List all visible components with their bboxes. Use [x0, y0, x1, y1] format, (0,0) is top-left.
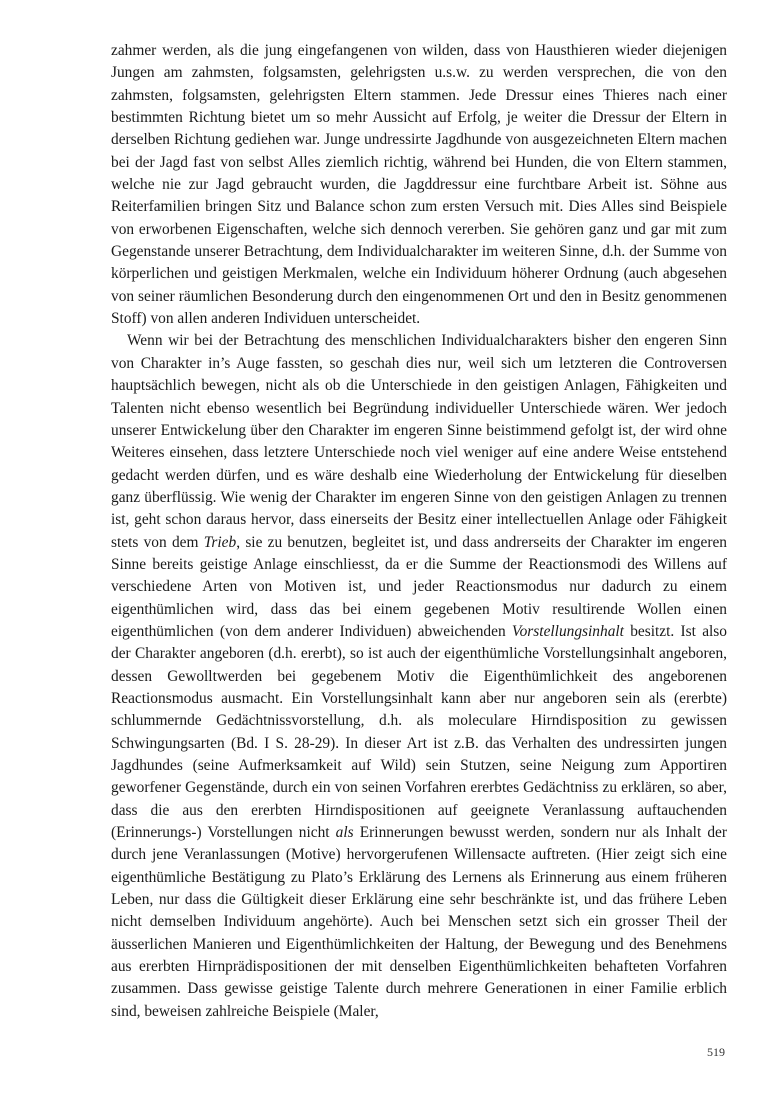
italic-term: Trieb	[203, 533, 237, 551]
italic-term: als	[335, 824, 354, 842]
italic-term: Vorstellungsinhalt	[511, 622, 624, 640]
paragraph	[111, 40, 727, 330]
text-run: Wenn wir bei der Betrachtung des menschlichen Individualcharakters bisher den engeren Sinn von Charakter in’s Auge fassten, so geschah dies nur, weil sich um letzteren die Controversen hauptsächlich bewegen, nicht als ob die Unterschiede in den geistigen Anlagen, Fähigkeiten und Talenten nicht ebenso wesentlich bei Begründung individueller Unterschiede wären. Wer jedoch unserer Entwickelung über den Charakter im engeren Sinne beistimmend gefolgt ist, der wird ohne Weiteres einsehen, dass letztere Unterschiede noch viel weniger auf eine andere Weise entstehend gedacht werden dürfen, und es wäre deshalb eine Wiederholung der Entwickelung für dieselben ganz überflüssig. Wie wenig der Charakter im engeren Sinne von den geistigen Anlagen zu trennen ist, geht schon daraus hervor, dass einerseits der Besitz einer intellectuellen Anlage oder Fähigkeit stets von dem	[111, 332, 727, 551]
text-run: Erinnerungen bewusst werden, sondern nur als Inhalt der durch jene Veranlassungen (Motive) hervorgerufenen Willensacte auftreten. (Hier zeigt sich eine eigenthümliche Bestätigung zu Plato’s Erklärung des Lernens als Erinnerung aus einem früheren Leben, nur dass die Gültigkeit dieser Erklärung eine sehr beschränkte ist, und das frühere Leben nicht demselben Individuum angehörte). Auch bei Menschen setzt sich ein grosser Theil der äusserlichen Manieren und Eigenthümlichkeiten der Haltung, der Bewegung und des Benehmens aus ererbten Hirnprädispositionen der mit denselben Eigenthümlichkeiten behafteten Vorfahren zusammen. Dass gewisse geistige Talente durch mehrere Generationen in einer Familie erblich sind, beweisen zahlreiche Beispiele (Maler,	[111, 824, 727, 1020]
text-run: , sie zu benutzen, begleitet ist, und dass andrerseits der Charakter im engeren Sinne bereits geistige Anlage einschliesst, da er die Summe der Reactionsmodi des Willens auf verschiedene Arten von Motiven ist, und jeder Reactionsmodus nur dadurch zu einem eigenthümlichen wird, dass das bei einem gegebenen Motiv resultirende Wollen einen eigenthümlichen (von dem anderer Individuen) abweichenden	[111, 533, 727, 640]
body-text	[111, 40, 727, 1023]
paragraph	[111, 330, 727, 1023]
text-run: besitzt. Ist also der Charakter angeboren (d.h. ererbt), so ist auch der eigenthümliche Vorstellungsinhalt angeboren, dessen Gewolltwerden bei gegebenem Motiv die Eigenthümlichkeit des angeborenen Reactionsmodus ausmacht. Ein Vorstellungsinhalt kann aber nur angeboren sein als (ererbte) schlummernde Gedächtnissvorstellung, d.h. als moleculare Hirndisposition zu gewissen Schwingungsarten (Bd. I S. 28-29). In dieser Art ist z.B. das Verhalten des undressirten jungen Jagdhundes (seine Aufmerksamkeit auf Wild) sein Stutzen, seine Neigung zum Apportiren geworfener Gegenstände, durch ein von seinen Vorfahren ererbtes Gedächtniss zu erklären, so aber, dass die aus den ererbten Hirndispositionen auf geeignete Veranlassung auftauchenden (Erinnerungs-) Vorstellungen nicht	[111, 622, 727, 842]
text-run: zahmer werden, als die jung eingefangenen von wilden, dass von Hausthieren wieder diejenigen Jungen am zahmsten, folgsamsten, gelehrigsten u.s.w. zu werden versprechen, die von den zahmsten, folgsamsten, gelehrigsten Eltern stammen. Jede Dressur eines Thieres nach einer bestimmten Richtung bietet um so mehr Aussicht auf Erfolg, je weiter die Dressur der Eltern in derselben Richtung gediehen war. Junge undressirte Jagdhunde von ausgezeichneten Eltern machen bei der Jagd fast von selbst Alles ziemlich richtig, während bei Hunden, die von Eltern stammen, welche nie zur Jagd gebraucht wurden, die Jagddressur eine furchtbare Arbeit ist. Söhne aus Reiterfamilien bringen Sitz und Balance schon zum ersten Versuch mit. Dies Alles sind Beispiele von erworbenen Eigenschaften, welche sich dennoch vererben. Sie gehören ganz und gar mit zum Gegenstande unserer Betrachtung, dem Individualcharakter im weiteren Sinne, d.h. der Summe von körperlichen und geistigen Merkmalen, welche ein Individuum höherer Ordnung (auch abgesehen von seiner räumlichen Besonderung durch den eingenommenen Ort und den in Besitz genommenen Stoff) von allen anderen Individuen unterscheidet.	[111, 42, 727, 328]
page-number: 519	[707, 1045, 725, 1059]
